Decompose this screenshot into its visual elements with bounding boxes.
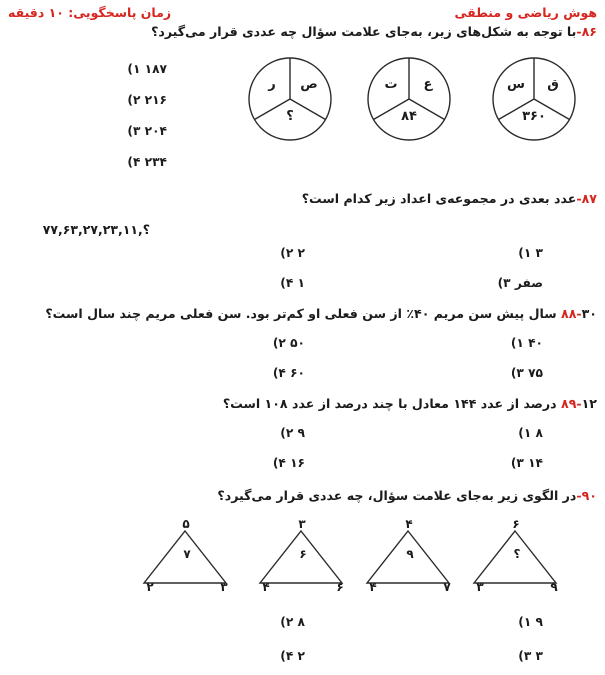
question-87-prompt bbox=[8, 191, 597, 207]
option-marker: ۱) bbox=[127, 62, 141, 76]
option-value: ۹ bbox=[535, 615, 543, 629]
circle-1-bottom-sector: ۳۶۰ bbox=[522, 109, 546, 124]
option-value: ۱۶ bbox=[290, 456, 305, 470]
question-90-option-2[interactable] bbox=[280, 615, 305, 629]
question-88 bbox=[0, 306, 605, 322]
question-87 bbox=[0, 191, 605, 207]
triangle-2 bbox=[249, 518, 353, 598]
triangle-4-bottom-right: ۹ bbox=[550, 580, 558, 594]
option-value: ۱ bbox=[297, 276, 305, 290]
triangle-3-inside: ۹ bbox=[406, 547, 414, 561]
question-89-option-1[interactable] bbox=[518, 426, 543, 440]
triangle-2-inside: ۶ bbox=[299, 547, 307, 561]
option-value: ۶۰ bbox=[290, 366, 305, 380]
option-marker: ۲) bbox=[280, 615, 294, 629]
triangle-1-inside: ۷ bbox=[183, 547, 191, 561]
circle-3-bottom-sector: ؟ bbox=[286, 109, 294, 124]
triangle-3-bottom-left: ۴ bbox=[369, 580, 377, 594]
circle-2-right-sector: ع bbox=[423, 77, 433, 92]
circle-2-bottom-sector: ۸۴ bbox=[401, 109, 417, 124]
question-90 bbox=[0, 488, 605, 504]
question-88-option-1[interactable] bbox=[511, 336, 543, 350]
question-88-text: ۳۰ سال پیش سن مریم ۴۰٪ از سن فعلی او کم‌تر بود. سن فعلی مریم چند سال است؟ bbox=[45, 306, 597, 321]
question-86-option-3[interactable] bbox=[127, 124, 167, 138]
option-value: ۲ bbox=[297, 649, 305, 663]
circle-3-right-sector: ص bbox=[300, 77, 318, 92]
triangle-3-apex: ۴ bbox=[405, 517, 413, 531]
option-marker: ۴) bbox=[272, 456, 286, 470]
option-value: ۲۱۶ bbox=[144, 93, 167, 107]
question-87-option-4[interactable] bbox=[280, 276, 305, 290]
option-value: ۴۰ bbox=[528, 336, 543, 350]
question-88-prompt bbox=[8, 306, 597, 322]
question-88-option-4[interactable] bbox=[273, 366, 305, 380]
question-90-number: ۹۰- bbox=[576, 488, 597, 503]
question-87-option-2[interactable] bbox=[280, 246, 305, 260]
option-marker: ۳) bbox=[127, 124, 141, 138]
triangle-3-bottom-right: ۷ bbox=[443, 580, 451, 594]
question-88-number: ۸۸- bbox=[561, 306, 582, 321]
question-90-text: در الگوی زیر به‌جای علامت سؤال، چه عددی قرار می‌گیرد؟ bbox=[217, 488, 577, 503]
question-90-prompt bbox=[8, 488, 597, 504]
triangle-1-apex: ۵ bbox=[182, 517, 190, 531]
question-89-prompt bbox=[8, 396, 597, 412]
option-marker: ۲) bbox=[280, 426, 294, 440]
triangle-1-bottom-left: ۲ bbox=[146, 580, 154, 594]
option-value: ۱۴ bbox=[528, 456, 543, 470]
question-90-option-4[interactable] bbox=[280, 649, 305, 663]
triangle-4-bottom-left: ۳ bbox=[476, 580, 484, 594]
triangle-4 bbox=[463, 518, 567, 598]
option-marker: ۳) bbox=[510, 456, 524, 470]
question-86 bbox=[0, 24, 605, 40]
option-value: ۱۸۷ bbox=[144, 62, 167, 76]
question-89 bbox=[0, 396, 605, 412]
option-marker: ۲) bbox=[272, 336, 286, 350]
option-marker: ۱) bbox=[518, 426, 532, 440]
circle-1-right-sector: ق bbox=[547, 77, 559, 92]
question-89-option-2[interactable] bbox=[280, 426, 305, 440]
question-89-options bbox=[0, 426, 605, 486]
question-87-number: ۸۷- bbox=[576, 191, 597, 206]
option-marker: ۱) bbox=[510, 336, 524, 350]
option-value: ۲۳۴ bbox=[144, 155, 167, 169]
question-89-option-4[interactable] bbox=[273, 456, 305, 470]
question-89-text: ۱۲ درصد از عدد ۱۴۴ معادل با چند درصد از عدد ۱۰۸ است؟ bbox=[222, 396, 597, 411]
option-marker: ۴) bbox=[127, 155, 141, 169]
option-value: ۸ bbox=[535, 426, 543, 440]
page-header bbox=[0, 2, 605, 22]
question-87-options bbox=[0, 246, 605, 306]
answer-time-label: زمان پاسخگویی: ۱۰ دقیقه bbox=[8, 4, 172, 20]
question-86-option-1[interactable] bbox=[127, 62, 167, 76]
triangle-4-inside: ؟ bbox=[513, 547, 521, 561]
option-marker: ۴) bbox=[280, 276, 294, 290]
question-87-option-1[interactable] bbox=[518, 246, 543, 260]
question-89-option-3[interactable] bbox=[511, 456, 543, 470]
option-marker: ۴) bbox=[280, 649, 294, 663]
triangle-2-apex: ۳ bbox=[298, 517, 306, 531]
question-86-option-2[interactable] bbox=[127, 93, 167, 107]
triangle-1-bottom-right: ۳ bbox=[220, 580, 228, 594]
triangle-2-bottom-right: ۶ bbox=[336, 580, 344, 594]
question-90-figure bbox=[0, 518, 605, 603]
option-value: ۹ bbox=[297, 426, 305, 440]
question-86-prompt bbox=[8, 24, 597, 40]
question-87-text: عدد بعدی در مجموعه‌ی اعداد زیر کدام است؟ bbox=[301, 191, 577, 206]
triangle-2-bottom-left: ۴ bbox=[262, 580, 270, 594]
question-90-options bbox=[0, 615, 605, 675]
option-marker: ۲) bbox=[280, 246, 294, 260]
option-marker: ۱) bbox=[518, 246, 532, 260]
triangle-3 bbox=[356, 518, 460, 598]
circle-2-left-sector: ت bbox=[384, 77, 398, 92]
option-marker: ۴) bbox=[272, 366, 286, 380]
triangle-1 bbox=[133, 518, 237, 598]
circle-3-left-sector: ر bbox=[268, 77, 276, 92]
option-value: ۳ bbox=[535, 246, 543, 260]
option-value: صفر bbox=[514, 276, 543, 290]
question-90-option-1[interactable] bbox=[518, 615, 543, 629]
question-86-option-4[interactable] bbox=[127, 155, 167, 169]
question-86-text: با توجه به شکل‌های زیر، به‌جای علامت سؤال چه عددی قرار می‌گیرد؟ bbox=[151, 24, 577, 39]
option-value: ۳ bbox=[535, 649, 543, 663]
question-89-number: ۸۹- bbox=[561, 396, 582, 411]
option-marker: ۳) bbox=[518, 649, 532, 663]
option-marker: ۱) bbox=[518, 615, 532, 629]
triangle-4-apex: ۶ bbox=[512, 517, 520, 531]
question-90-option-3[interactable] bbox=[518, 649, 543, 663]
question-88-option-2[interactable] bbox=[273, 336, 305, 350]
question-86-number: ۸۶- bbox=[576, 24, 597, 39]
circle-1-left-sector: س bbox=[507, 77, 525, 92]
option-marker: ۳) bbox=[497, 276, 511, 290]
question-87-sequence: ۷۷,۶۳,۲۷,۲۳,۱۱,؟ bbox=[42, 222, 150, 237]
question-87-option-3[interactable] bbox=[498, 276, 543, 290]
option-value: ۵۰ bbox=[290, 336, 305, 350]
option-value: ۲ bbox=[297, 246, 305, 260]
question-88-options bbox=[0, 336, 605, 396]
option-marker: ۳) bbox=[510, 366, 524, 380]
option-marker: ۲) bbox=[127, 93, 141, 107]
subject-title: هوش ریاضی و منطقی bbox=[454, 4, 597, 20]
option-value: ۸ bbox=[297, 615, 305, 629]
option-value: ۲۰۴ bbox=[144, 124, 167, 138]
question-86-options bbox=[0, 62, 605, 177]
question-88-option-3[interactable] bbox=[511, 366, 543, 380]
option-value: ۷۵ bbox=[528, 366, 543, 380]
